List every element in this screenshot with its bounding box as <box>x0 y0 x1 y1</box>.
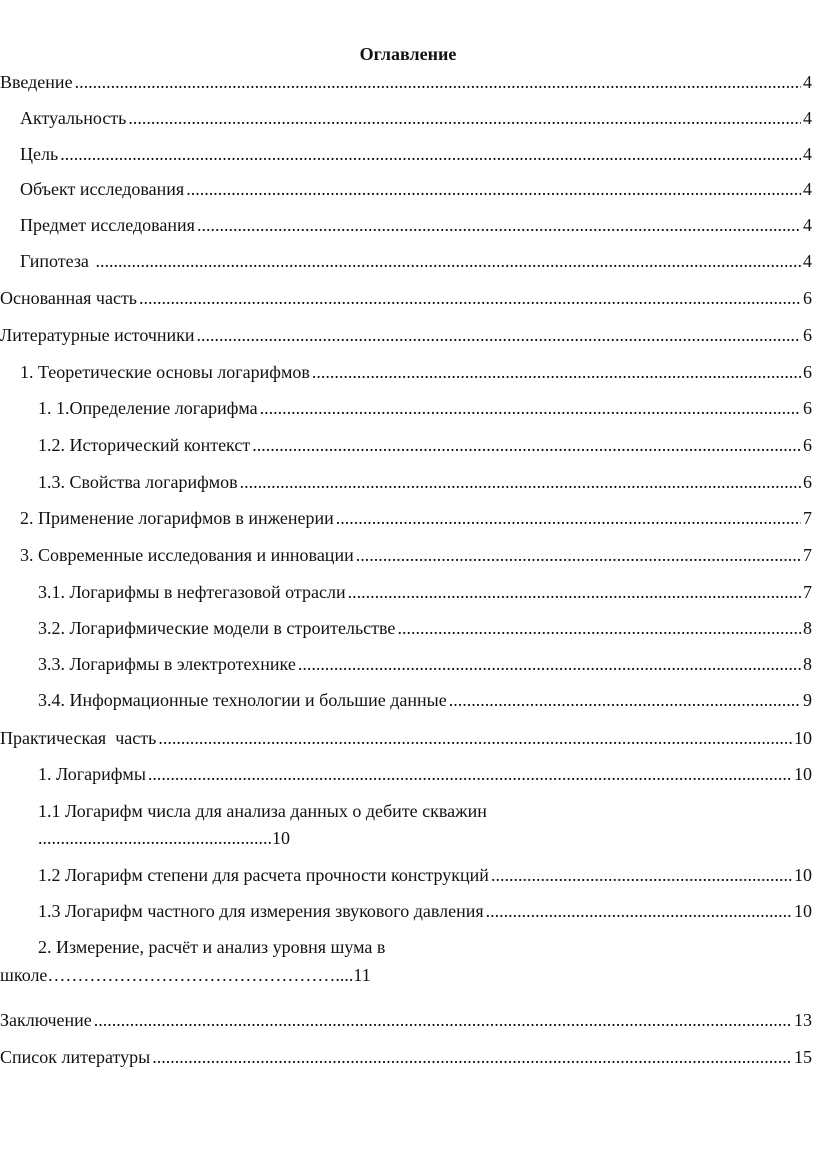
toc-dot-leader <box>197 213 801 237</box>
toc-entry[interactable] <box>38 652 812 676</box>
toc-entry[interactable] <box>20 213 812 237</box>
toc-entry-label: 3.2. Логарифмические модели в строительстве <box>38 618 396 638</box>
toc-dot-leader <box>491 863 792 887</box>
toc-entry[interactable] <box>20 543 812 567</box>
toc-entry-wrapped-line[interactable]: школе…………………………………………....11 <box>0 965 371 985</box>
toc-dot-leader <box>298 652 801 676</box>
toc-entry-label: Цель <box>20 144 59 164</box>
toc-entry-label: 3.3. Логарифмы в электротехнике <box>38 654 296 674</box>
toc-entry-page: 6 <box>803 288 812 308</box>
toc-dot-leader <box>152 1045 792 1069</box>
toc-entry-page: 6 <box>803 398 812 418</box>
toc-dot-leader <box>348 580 801 604</box>
toc-entry-page: 4 <box>803 251 812 271</box>
toc-title: Оглавление <box>359 44 457 64</box>
toc-entry-page: 10 <box>794 865 812 885</box>
toc-entry-page: 10 <box>794 728 812 748</box>
toc-entry[interactable] <box>20 506 812 530</box>
toc-entry-label: Практическая часть <box>0 728 157 748</box>
toc-entry-label: 3.1. Логарифмы в нефтегазовой отрасли <box>38 582 346 602</box>
toc-dot-leader <box>336 506 801 530</box>
toc-entry[interactable] <box>38 863 812 887</box>
toc-entry-page: 4 <box>803 72 812 92</box>
toc-dot-leader <box>94 1008 792 1032</box>
toc-entry-page: 7 <box>803 508 812 528</box>
toc-dot-leader <box>449 688 801 712</box>
toc-entry-page: 6 <box>803 362 812 382</box>
toc-entry-label: 1.2. Исторический контекст <box>38 435 251 455</box>
toc-entry[interactable] <box>20 177 812 201</box>
toc-entry-page: 6 <box>803 472 812 492</box>
toc-dot-leader <box>260 396 801 420</box>
toc-entry-page: 4 <box>803 108 812 128</box>
toc-dot-leader <box>240 470 801 494</box>
toc-dot-leader <box>356 543 801 567</box>
toc-entry[interactable] <box>38 580 812 604</box>
toc-entry-label: 1. Логарифмы <box>38 764 146 784</box>
toc-entry-label: Литературные источники <box>0 325 195 345</box>
toc-entry-page: 4 <box>803 215 812 235</box>
toc-dot-leader <box>252 433 801 457</box>
toc-entry-page: 9 <box>803 690 812 710</box>
toc-entry-label: Актуальность <box>20 108 127 128</box>
toc-entry[interactable] <box>38 688 812 712</box>
toc-dot-leader <box>148 762 792 786</box>
toc-entry-label: 2. Применение логарифмов в инженерии <box>20 508 334 528</box>
toc-entry-label: Основанная часть <box>0 288 138 308</box>
toc-entry-label: Гипотеза <box>20 251 94 271</box>
toc-dot-leader <box>139 286 801 310</box>
toc-entry-wrapped-line[interactable]: 1.1 Логарифм числа для анализа данных о дебите скважин <box>38 801 487 821</box>
toc-entry[interactable] <box>20 360 812 384</box>
toc-entry-page: 15 <box>794 1047 812 1067</box>
toc-entry[interactable] <box>0 1045 812 1069</box>
toc-entry-page: 6 <box>803 325 812 345</box>
toc-entry[interactable] <box>20 106 812 130</box>
toc-entry-label: 1. Теоретические основы логарифмов <box>20 362 310 382</box>
toc-entry-page: 7 <box>803 582 812 602</box>
toc-dot-leader <box>397 616 801 640</box>
toc-dot-leader <box>186 177 801 201</box>
toc-entry-page: 6 <box>803 435 812 455</box>
toc-entry-label: 3. Современные исследования и инновации <box>20 545 354 565</box>
toc-entry-label: 1.3. Свойства логарифмов <box>38 472 238 492</box>
toc-entry-label: 1.2 Логарифм степени для расчета прочности конструкций <box>38 865 489 885</box>
toc-entry-label: Заключение <box>0 1010 92 1030</box>
toc-entry-page: 7 <box>803 545 812 565</box>
toc-dot-leader <box>60 142 801 166</box>
toc-dot-leader <box>312 360 801 384</box>
toc-entry[interactable] <box>38 762 812 786</box>
toc-entry[interactable] <box>20 249 812 273</box>
toc-entry-label: Предмет исследования <box>20 215 195 235</box>
toc-entry[interactable] <box>20 142 812 166</box>
toc-entry[interactable] <box>38 433 812 457</box>
toc-entry-page: 10 <box>794 901 812 921</box>
toc-entry[interactable] <box>0 286 812 310</box>
toc-entry-label: Список литературы <box>0 1047 151 1067</box>
toc-entry[interactable] <box>38 470 812 494</box>
toc-entry[interactable] <box>38 616 812 640</box>
toc-entry[interactable] <box>0 323 812 347</box>
toc-entry-page: 8 <box>803 618 812 638</box>
toc-entry-label: 1.3 Логарифм частного для измерения звукового давления <box>38 901 484 921</box>
toc-entry[interactable] <box>0 726 812 750</box>
toc-entry-wrapped-line[interactable]: ....................................................10 <box>38 828 290 848</box>
toc-entry-label: 1. 1.Определение логарифма <box>38 398 258 418</box>
toc-entry[interactable] <box>38 396 812 420</box>
toc-entry[interactable] <box>38 899 812 923</box>
toc-entry-page: 4 <box>803 144 812 164</box>
toc-entry-page: 8 <box>803 654 812 674</box>
toc-dot-leader <box>95 249 801 273</box>
toc-dot-leader <box>197 323 801 347</box>
toc-entry[interactable] <box>0 70 812 94</box>
toc-entry-label: 3.4. Информационные технологии и большие данные <box>38 690 447 710</box>
toc-entry-label: Объект исследования <box>20 179 185 199</box>
toc-entry-page: 10 <box>794 764 812 784</box>
toc-entry[interactable] <box>0 1008 812 1032</box>
toc-dot-leader <box>158 726 792 750</box>
toc-dot-leader <box>75 70 801 94</box>
toc-entry-page: 13 <box>794 1010 812 1030</box>
toc-dot-leader <box>128 106 801 130</box>
toc-entry-wrapped-line[interactable]: 2. Измерение, расчёт и анализ уровня шума в <box>38 937 386 957</box>
toc-dot-leader <box>486 899 792 923</box>
toc-entry-label: Введение <box>0 72 73 92</box>
toc-entry-page: 4 <box>803 179 812 199</box>
